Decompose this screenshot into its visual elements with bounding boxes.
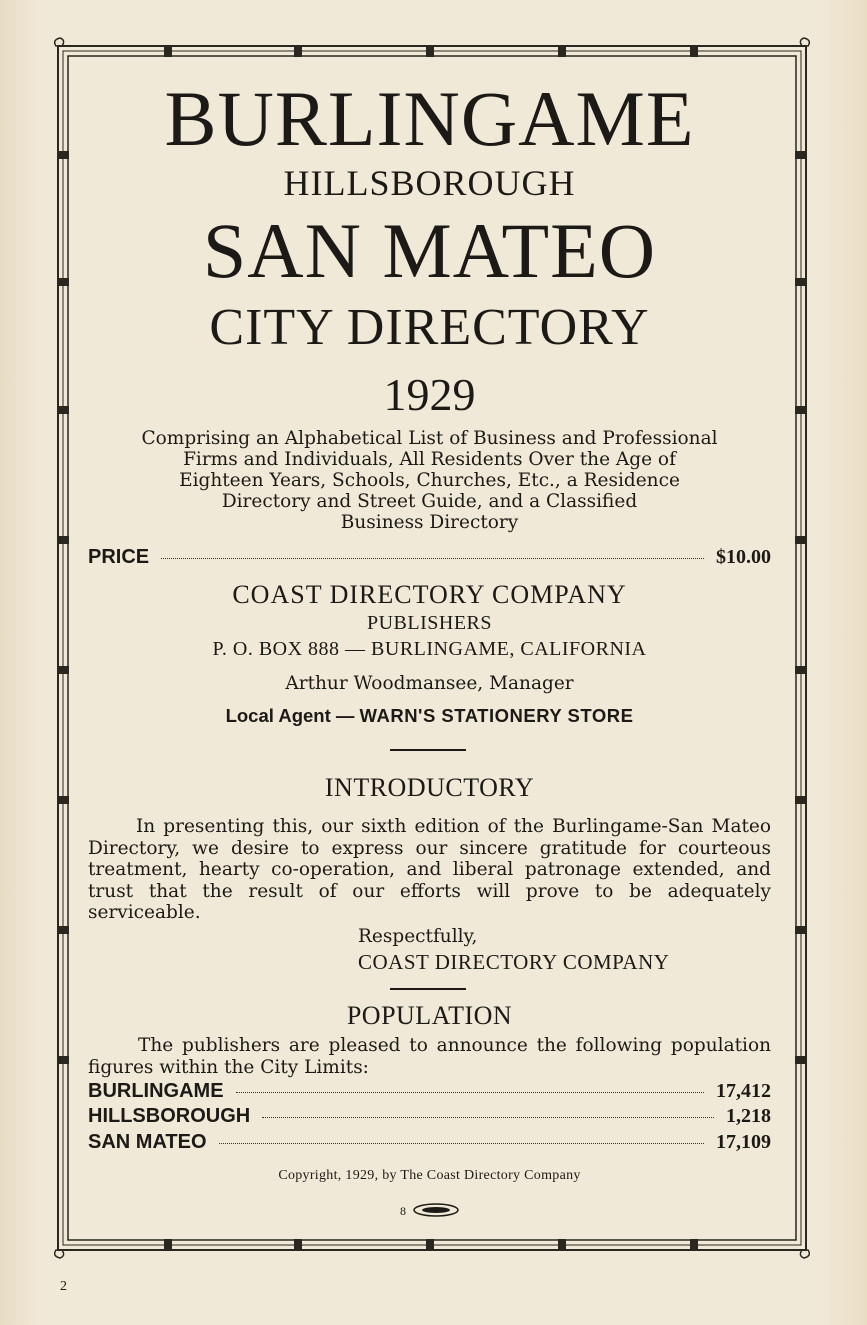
local-agent-name: WARN'S STATIONERY STORE [359, 705, 634, 726]
price-label: PRICE [88, 546, 150, 568]
border-stud [795, 796, 807, 804]
section-divider [390, 749, 466, 751]
description-line: Eighteen Years, Schools, Churches, Etc., a Residence [179, 470, 680, 491]
printer-mark-icon [400, 1201, 462, 1219]
border-stud [795, 666, 807, 674]
border-stud [57, 666, 69, 674]
population-city: SAN MATEO [88, 1131, 207, 1153]
border-stud [426, 1239, 434, 1251]
signature: COAST DIRECTORY COMPANY [358, 950, 670, 974]
dot-leader [262, 1117, 714, 1118]
population-value: 17,109 [716, 1131, 771, 1153]
population-city: BURLINGAME [88, 1080, 224, 1102]
price-row [88, 546, 771, 569]
border-stud [57, 278, 69, 286]
printer-ornament [400, 1201, 462, 1224]
border-stud [164, 45, 172, 57]
border-stud [795, 1056, 807, 1064]
border-stud [795, 278, 807, 286]
description-line: Business Directory [340, 512, 519, 533]
border-stud [57, 796, 69, 804]
border-stud [795, 926, 807, 934]
population-value: 17,412 [716, 1080, 771, 1102]
dot-leader [236, 1092, 704, 1093]
border-stud [57, 406, 69, 414]
population-row [88, 1131, 771, 1154]
description-line: Comprising an Alphabetical List of Business and Professional [141, 428, 718, 449]
title-city-directory: CITY DIRECTORY [209, 299, 650, 356]
border-stud [164, 1239, 172, 1251]
population-value: 1,218 [726, 1105, 771, 1127]
title-burlingame: BURLINGAME [164, 75, 695, 162]
population-row [88, 1080, 771, 1103]
border-stud [426, 45, 434, 57]
population-city: HILLSBOROUGH [88, 1105, 251, 1127]
publisher-manager: Arthur Woodmansee, Manager [285, 673, 574, 694]
section-divider [390, 988, 466, 990]
description-line: Firms and Individuals, All Residents Over the Age of [183, 449, 676, 470]
closing: Respectfully, [358, 926, 478, 947]
publisher-address: P. O. BOX 888 — BURLINGAME, CALIFORNIA [212, 638, 647, 660]
page-number: 2 [60, 1279, 67, 1294]
border-stud [558, 1239, 566, 1251]
dot-leader [219, 1143, 704, 1144]
border-stud [690, 45, 698, 57]
publisher-role: PUBLISHERS [366, 612, 493, 634]
border-stud [795, 536, 807, 544]
border-stud [795, 406, 807, 414]
border-stud [57, 926, 69, 934]
border-stud [558, 45, 566, 57]
border-stud [690, 1239, 698, 1251]
local-agent [88, 705, 771, 727]
introductory-heading: INTRODUCTORY [324, 773, 535, 802]
border-stud [294, 1239, 302, 1251]
population-text: The publishers are pleased to announce the following population figures within the City Limits: [88, 1035, 771, 1078]
copyright-notice: Copyright, 1929, by The Coast Directory Company [278, 1168, 581, 1183]
title-hillsborough: HILLSBOROUGH [283, 163, 576, 203]
local-agent-label: Local Agent — [225, 705, 360, 726]
description [88, 428, 771, 533]
population-heading: POPULATION [346, 1001, 513, 1030]
price-value: $10.00 [716, 546, 771, 568]
dot-leader [161, 558, 704, 559]
title-year: 1929 [383, 369, 476, 420]
border-stud [57, 536, 69, 544]
border-stud [294, 45, 302, 57]
population-row [88, 1105, 771, 1128]
publisher-name: COAST DIRECTORY COMPANY [232, 580, 627, 609]
ornament-number: 8 [400, 1204, 406, 1218]
description-line: Directory and Street Guide, and a Classified [221, 491, 638, 512]
title-san-mateo: SAN MATEO [202, 207, 657, 294]
introductory-text: In presenting this, our sixth edition of the Burlingame-San Mateo Directory, we desire to express our sincere gratitude for courteous treatment, hearty co-operation, and liberal patronage extended, and trust that the result of our efforts will prove to be adequately serviceable. [88, 816, 771, 923]
border-stud [57, 1056, 69, 1064]
border-stud [57, 151, 69, 159]
border-stud [795, 151, 807, 159]
